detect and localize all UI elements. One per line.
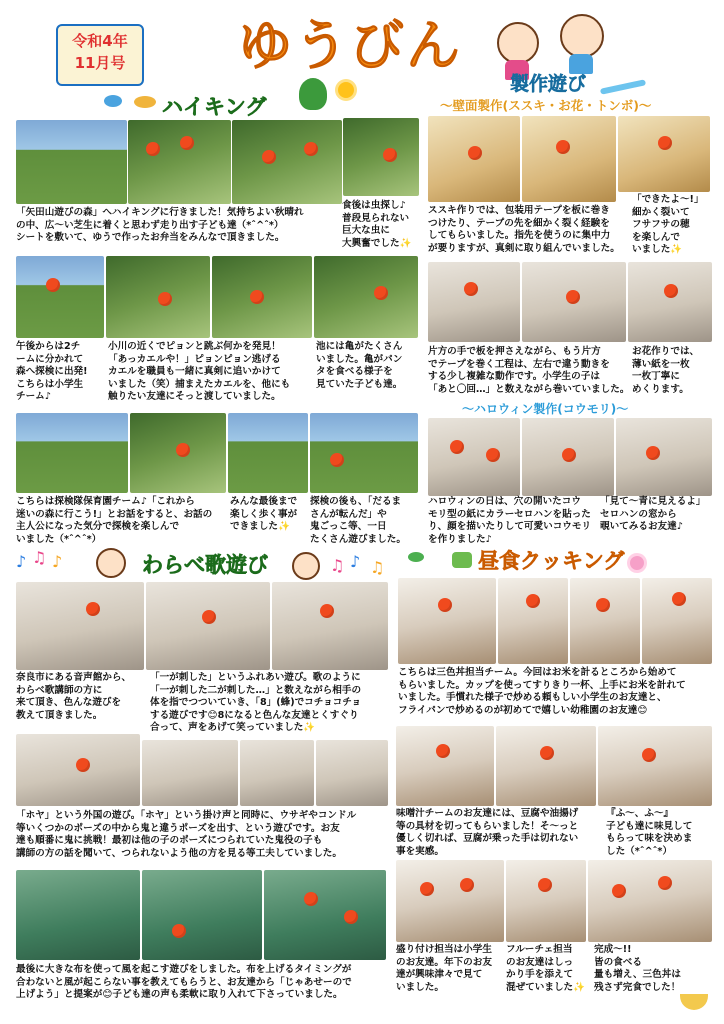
caption-halloween: ハロウィンの日は、穴の開いたコウ モリ型の紙にカラーセロハンを貼った り、顔を描いたりして可愛いコウモリ を作りました♪ [428, 496, 592, 545]
face-sticker [304, 142, 318, 156]
photo-hoya-2 [142, 740, 238, 806]
photo-warabe-3 [272, 582, 388, 670]
face-sticker [438, 598, 452, 612]
caption-team-split: 午後からは2チ ームに分かれて 森へ探検に出発! こちらは小学生 チーム♪ [16, 341, 88, 403]
section-title-seisaku: 製作遊び [510, 73, 587, 95]
music-note-icon: ♫ [32, 548, 47, 567]
child-face-illustration [96, 548, 126, 578]
face-sticker [202, 610, 216, 624]
caption-tasting: 『ふ～、ふ～』 子ども達に味見して もらって味を決めま した（*ˆ^ˆ*） [606, 808, 693, 857]
face-sticker [538, 878, 552, 892]
face-sticker [468, 146, 482, 160]
photo-hoya-4 [316, 740, 388, 806]
girl-illustration [497, 22, 539, 64]
face-sticker [304, 892, 318, 906]
photo-hiking-field [16, 120, 127, 204]
face-sticker [540, 746, 554, 760]
seisaku-subtitle-halloween: ～ハロウィン製作(コウモリ)～ [462, 402, 629, 416]
photo-serving [396, 860, 504, 942]
leaf-icon [134, 96, 156, 108]
photo-miso-2 [496, 726, 596, 806]
face-sticker [158, 292, 172, 306]
issue-date-box [56, 24, 144, 86]
bird-icon [104, 95, 122, 107]
section-title-hiking: ハイキング [162, 95, 267, 119]
face-sticker [46, 278, 60, 292]
photo-complete [588, 860, 712, 942]
issue-month: 11月号 [74, 54, 126, 72]
seisaku-subtitle-wall: ～壁面製作(ススキ・お花・トンボ)～ [440, 98, 652, 113]
face-sticker [556, 140, 570, 154]
flower-icon [630, 556, 644, 570]
photo-warabe-2 [146, 582, 270, 670]
photo-rice-4 [642, 578, 712, 664]
face-sticker [562, 448, 576, 462]
watering-can-icon [452, 552, 472, 568]
photo-halloween-2 [522, 418, 614, 496]
photo-signboard [130, 413, 226, 493]
face-sticker [658, 136, 672, 150]
tree-icon [299, 78, 327, 110]
caption-frog: 小川の近くでピョンと跳ぶ何かを発見！ 「あっカエルや！」ピョンピョン逃げる カエルを職員も一緒に真剣に追いかけて いました（笑）捕まえたカエルを、他にも 触りたい友達にそっと渡していました。 [108, 341, 291, 403]
caption-bug-hunt: 食後は虫探し♪ 普段見られない 巨大な虫に 大興奮でした✨ [342, 200, 412, 249]
face-sticker [526, 594, 540, 608]
face-sticker [180, 136, 194, 150]
face-sticker [658, 876, 672, 890]
face-sticker [596, 598, 610, 612]
photo-turtle-pond [314, 256, 418, 338]
photo-frog-stream [106, 256, 210, 338]
music-note-icon: ♪ [350, 552, 361, 571]
face-sticker [566, 290, 580, 304]
photo-craft-susuki-2 [522, 116, 616, 202]
caption-halloween-window: 「見て～青に見えるよ」 セロハンの窓から 覗いてみるお友達♪ [600, 496, 706, 533]
face-sticker [664, 284, 678, 298]
caption-susuki: ススキ作りでは、包装用テープを板に巻き つけたり、テープの先を細かく裂く経験を してもらいました。指先を使うのに集中力 が要りますが、真剣に取り組んでいました。 [428, 205, 620, 254]
photo-hoya-1 [16, 734, 140, 806]
paintbrush-icon [600, 79, 646, 94]
photo-walking [228, 413, 308, 493]
caption-hike-intro: 「矢田山遊びの森」へハイキングに行きました！気持ちよい秋晴れ の中、広～い芝生に着くと思わず走り出す子ども達（*ˆ^ˆ*） シートを敷いて、ゆうで作ったお弁当をみんなで頂きました。 [16, 207, 304, 244]
caption-flower: お花作りでは、 薄い紙を一枚 一枚丁寧に めくります。 [632, 346, 700, 395]
face-sticker [486, 448, 500, 462]
caption-ichigasashita: 「一が刺した」というふれあい遊び。歌のように 「一が刺した二が刺した…」と数えながら相手の 体を指でつついていき、「8」(蜂)でコチョコチョ する遊びです😊8になると色んな友達とくすぐり 合って、声をあげて笑っていました✨ [150, 672, 362, 734]
photo-fruiche [506, 860, 586, 942]
section-title-cooking: 昼食クッキング [478, 549, 625, 573]
photo-halloween-window [616, 418, 712, 496]
caption-hoya: 「ホヤ」という外国の遊び。「ホヤ」という掛け声と同時に、ウサギやコンドル 等いくつかのポーズの中から鬼と違うポーズを出す、という遊びです。お友 達も順番に鬼に挑戦！最初は他の子のポーズにつられていた鬼役の子も 講師の方の話を聞いて、つられないよう他の方を見る等工夫していました。 [16, 810, 357, 859]
photo-parachute-3 [264, 870, 386, 960]
photo-daruma [310, 413, 418, 493]
face-sticker [374, 286, 388, 300]
boy-illustration [560, 14, 604, 58]
photo-craft-tape-2 [522, 262, 626, 342]
page-title: ゆうびん [238, 14, 462, 77]
photo-team-nursery [16, 413, 128, 493]
music-note-icon: ♫ [330, 556, 345, 575]
music-note-icon: ♫ [370, 558, 385, 577]
leaf-icon [408, 552, 424, 562]
photo-bug-hunt [343, 118, 419, 196]
caption-serving: 盛り付け担当は小学生 のお友達。年下のお友 達が興味津々で見て いました。 [396, 944, 492, 993]
face-sticker [344, 910, 358, 924]
sun-icon [338, 82, 354, 98]
face-sticker [86, 602, 100, 616]
caption-fruiche: フルーチェ担当 のお友達はしっ かり手を添えて 混ぜていました✨ [506, 944, 586, 993]
photo-tasting [598, 726, 712, 806]
face-sticker [646, 446, 660, 460]
caption-tape: 片方の手で板を押さえながら、もう片方 でテープを巻く工程は、左右で違う動きを する少し複雑な動作です。小学生の子は 「あと〇回…」と数えながら巻いていました。 [428, 346, 630, 395]
caption-turtle: 池には亀がたくさん いました。亀がパン タを食べる様子を 見ていた子ども達。 [316, 341, 403, 390]
photo-craft-flower [628, 262, 712, 342]
photo-rice-2 [498, 578, 568, 664]
photo-frog-catch [212, 256, 312, 338]
face-sticker [436, 744, 450, 758]
photo-craft-susuki-1 [428, 116, 520, 202]
face-sticker [250, 290, 264, 304]
face-sticker [672, 592, 686, 606]
photo-rice-1 [398, 578, 496, 664]
face-sticker [383, 148, 397, 162]
issue-era-year: 令和4年 [72, 32, 128, 50]
face-sticker [612, 884, 626, 898]
photo-rice-3 [570, 578, 640, 664]
face-sticker [642, 748, 656, 762]
section-title-warabe: わらべ歌遊び [142, 553, 268, 577]
face-sticker [464, 282, 478, 296]
photo-craft-susuki-done [618, 116, 710, 192]
face-sticker [320, 604, 334, 618]
face-sticker [146, 142, 160, 156]
face-sticker [262, 150, 276, 164]
caption-games: 探検の後も、「だるま さんが転んだ」や 鬼ごっこ等、一日 たくさん遊びました。 [310, 496, 406, 545]
photo-hiking-lunch-1 [128, 120, 231, 204]
rice-bowl-icon [680, 990, 708, 1010]
caption-miso-team: 味噌汁チームのお友達には、豆腐や油揚げ 等の具材を切ってもらいました！そ～っと 優しく切れば、豆腐が乗った手は切れない 事を実感。 [396, 808, 579, 857]
caption-parachute: 最後に大きな布を使って風を起こす遊びをしました。布を上げるタイミングが 合わないと風が起こらない事を教えてもらうと、お友達から「じゃあせーので 上げよう」と提案が😊子ども達の声も柔軟に取り入れて下さっていました。 [16, 964, 352, 1001]
photo-warabe-1 [16, 582, 144, 670]
photo-miso-1 [396, 726, 494, 806]
child-face-illustration [292, 552, 320, 580]
face-sticker [420, 882, 434, 896]
photo-halloween-1 [428, 418, 520, 496]
caption-rice-team: こちらは三色丼担当チーム。今回はお米を計るところから始めて もらいました。カップを使ってすりきり一杯、上手にお米を計れて いました。手慣れた様子で炒める頼もしい小学生のお友達と、 フライパンで炒めるのが初めてで嬉しい幼稚園のお友達😊 [398, 667, 686, 716]
caption-susuki-done: 「できたよ～!」 細かく裂いて フサフサの穂 を楽しんで いました✨ [632, 194, 704, 256]
face-sticker [450, 440, 464, 454]
caption-warabe-intro: 奈良市にある音声館から、 わらべ歌講師の方に 来て頂き、色んな遊びを 教えて頂きました。 [16, 672, 132, 721]
photo-parachute-1 [16, 870, 140, 960]
photo-hoya-3 [240, 740, 314, 806]
face-sticker [460, 878, 474, 892]
face-sticker [176, 443, 190, 457]
photo-team-elementary [16, 256, 104, 338]
photo-craft-tape-1 [428, 262, 520, 342]
music-note-icon: ♪ [52, 552, 63, 571]
face-sticker [330, 453, 344, 467]
caption-walk-end: みんな最後まで 楽しく歩く事が できました✨ [230, 496, 298, 533]
caption-complete: 完成～!! 皆の食べる 量も増え、三色丼は 残さず完食でした！ [594, 944, 681, 993]
face-sticker [172, 924, 186, 938]
music-note-icon: ♪ [16, 552, 27, 571]
caption-nursery-team: こちらは探検隊保育園チーム♪「これから 迷いの森に行こう!」とお話をすると、お話の 主人公になった気分で探検を楽しんで いました（*ˆ^ˆ*） [16, 496, 213, 545]
photo-parachute-2 [142, 870, 262, 960]
face-sticker [76, 758, 90, 772]
photo-hiking-lunch-2 [232, 120, 342, 204]
boy-body [569, 54, 593, 74]
